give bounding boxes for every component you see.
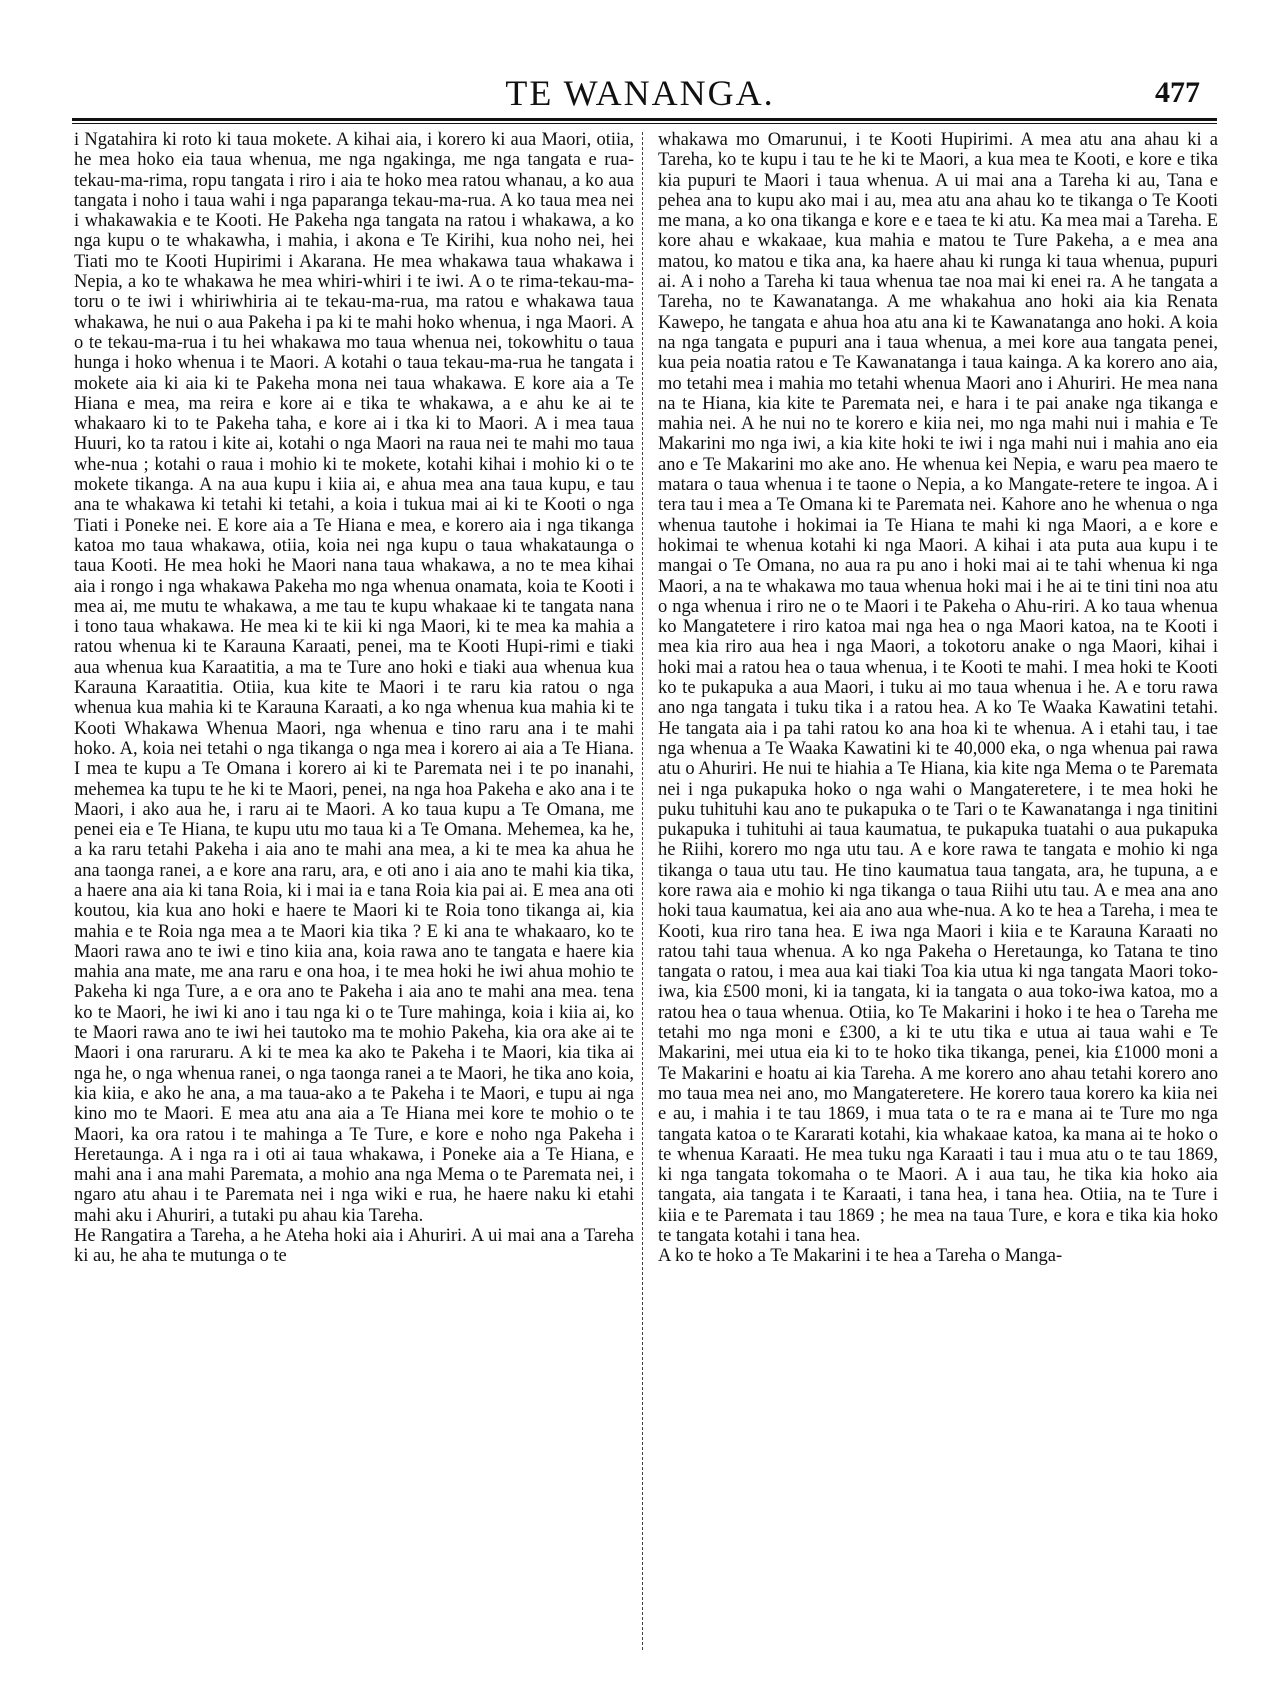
page-title: TE WANANGA. bbox=[505, 73, 775, 113]
column-divider bbox=[642, 132, 643, 1650]
masthead bbox=[70, 72, 1210, 112]
header-rule-thin bbox=[72, 123, 1217, 124]
right-column bbox=[658, 130, 1218, 1650]
left-column-paragraph-2: He Rangatira a Tareha, a he Ateha hoki aia i Ahuriri. A ui mai ana a Tareha ki au, he aha te mutunga o te bbox=[74, 1226, 634, 1267]
left-column bbox=[74, 130, 634, 1650]
right-column-paragraph-1: whakawa mo Omarunui, i te Kooti Hupirimi. A mea atu ana ahau ki a Tareha, ko te kupu i tau te he ki te Maori, a kua mea te Kooti, e kore e tika kia pupuri te Maori i taua whenua. A ui mai ana a Tareha ki au, Tana e pehea ana to kupu ako mai i au, mea atu ana ahau ko te tikanga o Te Kooti me mana, a ko ona tikanga e kore e e taea te ki atu. Ka mea mai a Tareha. E kore ahau e wkakaae, kua mahia e matou te Ture Pakeha, a e mea ana matou, ko matou e tika ana, ka haere ahau ki runga ki taua whenua, pupuri ai. A i noho a Tareha ki taua whenua tae noa mai ki enei ra. A he tangata a Tareha, no te Kawanatanga. A me whakahua ano hoki aia kia Renata Kawepo, he tangata e ahua hoa atu ana ki te Kawanatanga ano hoki. A koia na nga tangata e pupuri ana i taua whenua, a mei kore aua tangata penei, kua peia noatia ratou e Te Kawanatanga i taua kainga. A ka korero ano aia, mo tetahi mea i mahia mo tetahi whenua Maori ano i Ahuriri. He mea nana na te Hiana, kia kite te Paremata nei, e hara i te pai anake nga tikanga e mahia nei. A he nui no te korero e kiia nei, mo nga mahi nui i mahia e Te Makarini mo nga iwi, a kia kite hoki te iwi i nga mahi nui i mahia ano eia ano e Te Makarini mo ake ano. He whenua kei Nepia, e waru pea maero te matara o taua whenua i te taone o Nepia, a ko Mangate-retere te ingoa. A i tera tau i mea a Te Omana ki te Paremata nei. Kahore ano he whenua o nga whenua tautohe i hokimai ia Te Hiana te mahi ki nga Maori, a e kore e hokimai te whenua kotahi ki nga Maori. A kihai i ata puta aua kupu i te mangai o Te Omana, no aua ra pu ano i hoki mai ai te tahi whenua ki nga Maori, a na te whakawa mo taua whenua hoki mai i he ai te tini tini noa atu o nga whenua i riro ne o te Maori i te Pakeha o Ahu-riri. A ko taua whenua ko Mangatetere i riro katoa mai nga hea o nga Maori katoa, na te Kooti i mea kia riro aua hea i nga Maori, a tokotoru anake o nga Maori, kihai i hoki mai a ratou hea o taua whenua, i te Kooti te mahi. I mea hoki te Kooti ko te pukapuka a aua Maori, i tuku ai mo taua whenua i he. A e toru rawa ano nga tangata i tuku tika i a ratou hea. A ko Te Waaka Kawatini tetahi. He tangata aia i pa tahi ratou ko ana hoa ki te whenua. A i etahi tau, i tae nga whenua a Te Waaka Kawatini ki te 40,000 eka, o nga whenua pai rawa atu o Ahuriri. He nui te hiahia a Te Hiana, kia kite nga Mema o te Paremata nei i nga pukapuka hoko o nga wahi o Mangateretere, i te mea hoki he puku tuhituhi kau ano te pukapuka o te Tari o te Kawanatanga i nga tinitini pukapuka i tuhituhi ai taua kaumatua, te pukapuka tuatahi o aua pukapuka he Riihi, korero mo nga utu tau. A e kore rawa te tangata e mohio ki nga tikanga o taua utu tau. He tino kaumatua taua tangata, ara, he tupuna, a e kore rawa aia e mohio ki nga tikanga o taua Riihi utu tau. A e mea ana ano hoki taua kaumatua, kei aia ano aua whe-nua. A ko te hea a Tareha, i mea te Kooti, kua riro tana hea. E iwa nga Maori i kiia e te Karauna Karaati no ratou tahi taua whenua. A ko nga Pakeha o Heretaunga, ko Tatana te tino tangata o ratou, i mea aua kai tiaki Toa kia utua ki nga tangata Maori toko-iwa, kia £500 moni, ki ia tangata, ki ia tangata o aua toko-iwa katoa, mo a ratou hea o taua whenua. Otiia, ko Te Makarini i hoko i te hea o Tareha me tetahi mo nga moni e £300, a ki te utu tika e utua ai taua wahi e Te Makarini, mei utua eia ki to te hoko tika tikanga, penei, kia £1000 moni a Te Makarini e hoatu ai kia Tareha. A me korero ano ahau tetahi korero ano mo taua mea nei ano, mo Mangateretere. He korero taua korero ka kiia nei e au, i mahia i te tau 1869, i mua tata o te ra e mana ai te Ture mo nga tangata katoa o te Kararati kotahi, kia whakaae katoa, ka mana ai te hoko o te whenua Karaati. He mea tuku nga Karaati i tau i mua atu o te tau 1869, ki nga tangata tokomaha o te Maori. A i aua tau, he tika kia hoko aia tangata, aia tangata i te Karaati, i tana hea, i tana hea. Otiia, na te Ture i kiia e te Paremata i tau 1869 ; he mea na taua Ture, e kora e tika kia hoko te tangata kotahi i tana hea. bbox=[658, 130, 1218, 1247]
right-column-paragraph-2: A ko te hoko a Te Makarini i te hea a Tareha o Manga- bbox=[658, 1246, 1063, 1267]
left-column-paragraph-1: i Ngatahira ki roto ki taua mokete. A kihai aia, i korero ki aua Maori, otiia, he mea hoko eia taua whenua, me nga ngakinga, me nga tangata e rua-tekau-ma-rima, ropu tangata i riro i aia te hoko mea ratou whanau, a ko aua tangata i noho i taua wahi i nga paparanga tekau-ma-rua. A ko taua mea nei i whakawakia e te Kooti. He Pakeha nga tangata na ratou i whakawa, a ko nga kupu o te whakawha, i mahia, i akona e Te Kirihi, kua noho nei, hei Tiati mo te Kooti Hupirimi i Akarana. He mea whakawa taua whakawa i Nepia, a ko te whakawa he mea whiri-whiri i te iwi. A o te rima-tekau-ma-toru o te iwi i whiriwhiria ai te tekau-ma-rua, ma ratou e whakawa taua whakawa, he nui o aua Pakeha i pa ki te mahi hoko whenua, i nga Maori. A o te tekau-ma-rua i tu hei whakawa mo taua whenua nei, tokowhitu o taua hunga i hoko whenua i te Maori. A kotahi o taua tekau-ma-rua he tangata i mokete aia ki aia ki te Pakeha mona nei taua whakawa. E kore aia a Te Hiana e mea, ma reira e kore ai e tika te whakawa, a e ahu ke ai te whakaaro ki to te Pakeha taha, e kore ai i tka ki to Maori. A i mea taua Huuri, ko ta ratou i kite ai, kotahi o nga Maori na raua nei te mahi mo taua whe-nua ; kotahi o raua i mohio ki te mokete, kotahi kihai i mohio ki o te mokete tikanga. A na aua kupu i kiia ai, e ahua mea ana taua kupu, e tau ana te whakawa ki tetahi ki tetahi, a koia i tukua mai ai ki te Kooti o nga Tiati i Poneke nei. E kore aia a Te Hiana e mea, e korero aia i nga tikanga katoa mo taua whakawa, otiia, koia nei nga kupu o taua whakataunga o taua Kooti. He mea hoki he Maori nana taua whakawa, a no te mea kihai aia i rongo i nga whakawa Pakeha mo nga whenua onamata, koia te Kooti i mea ai, me mutu te whakawa, a me tau te kupu whakaae ki te tangata nana i tono taua whakawa. He mea ki te kii ki nga Maori, ki te mea ka mahia a ratou whenua ki te Karauna Karaati, penei, ma te Kooti Hupi-rimi e tiaki aua whenua kua Karaatitia, a ma te Ture ano hoki e tiaki aua whenua kua Karauna Karaatitia. Otiia, kua kite te Maori i te raru kia ratou o nga whenua kua mahia ki te Karauna Karaati, a ko nga whenua kua mahia ki te Kooti Whakawa Whenua Maori, nga whenua e tino raru ana i te mahi hoko. A, koia nei tetahi o nga tikanga o nga mea i korero ai aia a Te Hiana. I mea te kupu a Te Omana i korero ai ki te Paremata nei i te po inanahi, mehemea ka tupu te he ki te Maori, penei, na nga hoa Pakeha e ako ana i te Maori, i ako aua he, i raru ai te Maori. A ko taua kupu a Te Omana, me penei eia e Te Hiana, te kupu utu mo taua ki a Te Omana. Mehemea, ka he, a ka raru tetahi Pakeha i aia ano te mahi ana mea, a ki te mea ka ahua he ana taonga ranei, a e kore ana raru, ara, e oti ano i aia ano te mahi kia tika, a haere ana aia ki tana Roia, ki i mai ia e tana Roia kia pai ai. E mea ana oti koutou, kia kua ano hoki e haere te Maori ki te Roia tono tikanga ai, kia mahia e te Roia nga mea a te Maori kia tika ? E ki ana te whakaaro, ko te Maori rawa ano te iwi e tino kiia ana, koia rawa ano te tangata e haere kia mahia ana mate, me ana raru e ona hoa, i te mea hoki he iwi ahua mohio te Pakeha ki nga Ture, a e ora ano te Pakeha i aia ano te mahi ana mea. tena ko te Maori, he iwi ki ano i tau nga ki o te Ture mahinga, koia i kiia ai, ko te Maori rawa ano te iwi hei tautoko ma te mohio Pakeha, kia ora ake ai te Maori i ona raruraru. A ki te mea ka ako te Pakeha i te Maori, kia tika ai nga he, o nga whenua ranei, o nga taonga ranei a te Maori, he tika ano koia, kia kiia, e ako he ana, a ma taua-ako a te Pakeha i te Maori, e tupu ai nga kino mo te Maori. E mea atu ana aia a Te Hiana mei kore te mohio o te Maori, ka ora ratou i te mahinga a Te Ture, e kore e noho nga Pakeha i Heretaunga. A i nga ra i oti ai taua whakawa, i Poneke aia a Te Hiana, e mahi ana i ana mahi Paremata, a mohio ana nga Mema o te Paremata nei, i ngaro atu ahau i te Paremata nei i nga wiki e rua, he haere naku ki etahi mahi aku i Ahuriri, a tutaki pu ahau kia Tareha. bbox=[74, 130, 634, 1226]
header-rule bbox=[72, 118, 1217, 121]
page-number: 477 bbox=[1155, 76, 1200, 109]
